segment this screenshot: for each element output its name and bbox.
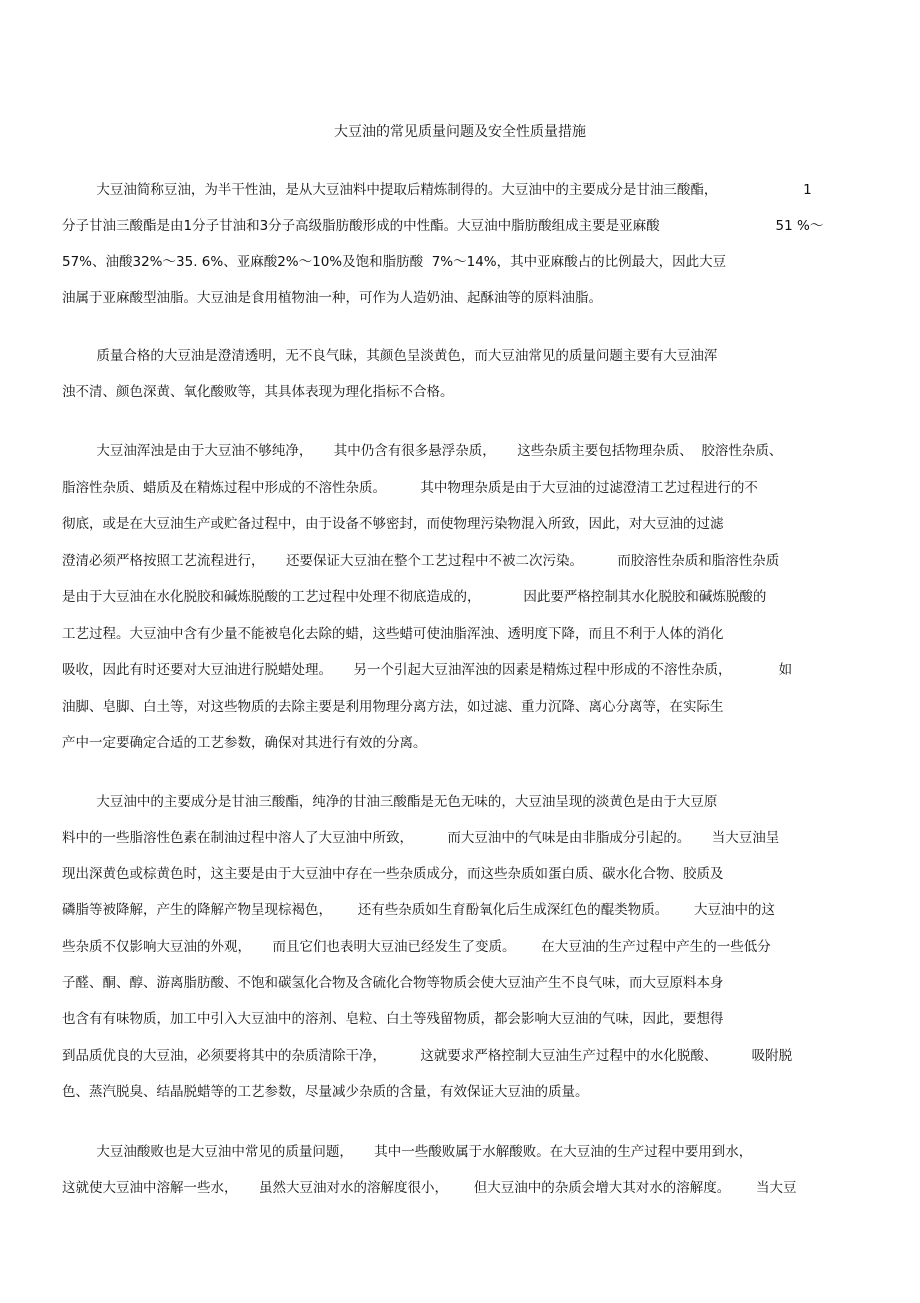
text-line: 产中一定要确定合适的工艺参数，确保对其进行有效的分离。 xyxy=(62,735,427,751)
text-line: 澄清必须严格按照工艺流程进行， 还要保证大豆油在整个工艺过程中不被二次污染。 而胶溶性杂质和脂溶性杂质 xyxy=(62,553,780,569)
text-line: 这就使大豆油中溶解一些水， 虽然大豆油对水的溶解度很小， 但大豆油中的杂质会增大其对水的溶解度。 当大豆 xyxy=(62,1180,797,1196)
text-line: 吸收，因此有时还要对大豆油进行脱蜡处理。 另一个引起大豆油浑浊的因素是精炼过程中形成的不溶性杂质， 如 xyxy=(62,662,793,678)
text-line: 色、蒸汽脱臭、结晶脱蜡等的工艺参数，尽量减少杂质的含量，有效保证大豆油的质量。 xyxy=(62,1084,589,1100)
document-title: 大豆油的常见质量问题及安全性质量措施 xyxy=(334,124,586,140)
text-line: 大豆油中的主要成分是甘油三酸酯，纯净的甘油三酸酯是无色无味的，大豆油呈现的淡黄色是由于大豆原 xyxy=(62,794,718,810)
text-line: 现出深黄色或棕黄色时，这主要是由于大豆油中存在一些杂质成分，而这些杂质如蛋白质、碳水化合物、胶质及 xyxy=(62,866,724,882)
text-line: 到品质优良的大豆油，必须要将其中的杂质清除干净， 这就要求严格控制大豆油生产过程中的水化脱酸、 吸附脱 xyxy=(62,1048,793,1064)
text-line: 脂溶性杂质、蜡质及在精炼过程中形成的不溶性杂质。 其中物理杂质是由于大豆油的过滤澄清工艺过程进行的不 xyxy=(62,480,758,496)
text-line: 磷脂等被降解，产生的降解产物呈现棕褐色， 还有些杂质如生育酚氧化后生成深红色的醌类物质。 大豆油中的这 xyxy=(62,902,775,918)
text-line: 些杂质不仅影响大豆油的外观， 而且它们也表明大豆油已经发生了变质。 在大豆油的生产过程中产生的一些低分 xyxy=(62,939,771,955)
text-line: 工艺过程。大豆油中含有少量不能被皂化去除的蜡，这些蜡可使油脂浑浊、透明度下降，而且不利于人体的消化 xyxy=(62,626,724,642)
text-line: 大豆油简称豆油，为半干性油，是从大豆油料中提取后精炼制得的。大豆油中的主要成分是甘油三酸酯， 1 xyxy=(62,182,812,198)
text-line: 质量合格的大豆油是澄清透明，无不良气昧，其颜色呈淡黄色，而大豆油常见的质量问题主要有大豆油浑 xyxy=(62,348,718,364)
text-line: 子醛、酮、醇、游离脂肪酸、不饱和碳氢化合物及含硫化合物等物质会使大豆油产生不良气味，而大豆原料本身 xyxy=(62,975,724,991)
text-line: 是由于大豆油在水化脱胶和碱炼脱酸的工艺过程中处理不彻底造成的， 因此要严格控制其水化脱胶和碱炼脱酸的 xyxy=(62,589,767,605)
text-line: 油脚、皂脚、白土等，对这些物质的去除主要是利用物理分离方法，如过滤、重力沉降、离心分离等，在实际生 xyxy=(62,699,724,715)
text-line: 彻底，或是在大豆油生产或贮备过程中，由于设备不够密封，而使物理污染物混入所致，因此，对大豆油的过滤 xyxy=(62,516,724,532)
text-line: 分子甘油三酸酯是由1分子甘油和3分子高级脂肪酸形成的中性酯。大豆油中脂肪酸组成主要是亚麻酸 51 %～ xyxy=(62,218,824,234)
text-line: 料中的一些脂溶性色素在制油过程中溶人了大豆油中所致， 而大豆油中的气味是由非脂成分引起的。 当大豆油呈 xyxy=(62,830,780,846)
text-line: 浊不清、颜色深黄、氧化酸败等，其具体表现为理化指标不合格。 xyxy=(62,384,454,400)
text-line: 油属于亚麻酸型油脂。大豆油是食用植物油一种，可作为人造奶油、起酥油等的原料油脂。 xyxy=(62,290,602,306)
text-line: 大豆油浑浊是由于大豆油不够纯净， 其中仍含有很多悬浮杂质， 这些杂质主要包括物理杂质、 胶溶性杂质、 xyxy=(62,443,783,459)
text-line: 57%、油酸32%～35. 6%、亚麻酸2%～10%及饱和脂肪酸 7%～14%，其中亚麻酸占的比例最大，因此大豆 xyxy=(62,254,727,270)
text-line: 也含有有味物质，加工中引入大豆油中的溶剂、皂粒、白土等残留物质，都会影响大豆油的气味，因此，要想得 xyxy=(62,1011,724,1027)
text-line: 大豆油酸败也是大豆油中常见的质量问题， 其中一些酸败属于水解酸败。在大豆油的生产过程中要用到水， xyxy=(62,1144,753,1160)
